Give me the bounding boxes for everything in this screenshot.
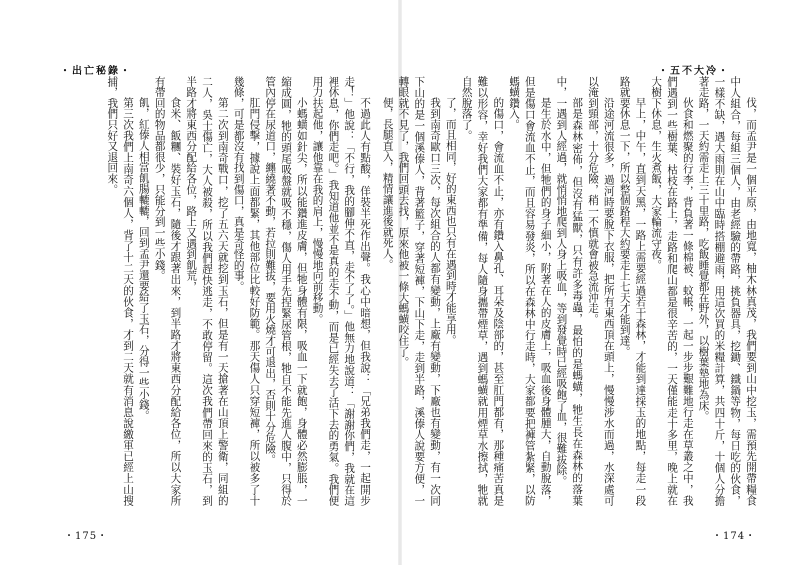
right-page-number: ・174・ xyxy=(712,531,757,542)
left-running-head: ・出亡秘錄・ xyxy=(60,66,132,77)
left-paragraph: 不過此人有點酸，佯裝半死作出聲。我心中暗想，但我說：「兄弟我們走，一起開步走！」他說：「不行，我的腳伸不直，走不了了。」他無力地說道：「謝謝你們，我就在這裡休息，你們走吧。」我知道他並不是真的走不動，而是已經失去了活下去的勇氣。我們便用力扶起他，讓他靠在我的肩上，慢慢地向前移動。 xyxy=(311,76,371,506)
left-paragraph: 肛門侵擊，據說上面都緊，其他部位比較好防範。那天傷人只穿短褲，所以被多了十幾條，可是都沒有找到傷口，真是奇怪的事。 xyxy=(232,76,261,506)
right-paragraph: 便，長腿直入，精情讓進後就死人。 xyxy=(381,97,394,270)
right-text-block xyxy=(381,76,758,506)
left-paragraph: 飢，紅傣人相當飢腸轆轆，回到孟尹還要給了玉石，分得一些小錢。 xyxy=(137,97,150,422)
right-page xyxy=(381,0,800,565)
right-paragraph: 了，而且相同，好的東西也只有在遇到時才能享用。 xyxy=(444,97,457,346)
right-paragraph: 的傷口，會流血不止，亦有鑽入鼻孔、耳朵及陰部的，甚至肛門都有，那種痛苦真是難以形容，幸好我們大家都有準備，每人隨身攜帶煙草，遇到螞蟥就用煙草水擦拭，牠就自然脫落了。 xyxy=(460,76,505,506)
right-paragraph: 伙食和燃聚的行李，背負著一條棉被、蚊帳，一起一步步艱難地行走在草叢之中，我們遇到一些樹葉、枯枝在路上，走路和爬山都是很辛苦的，一天僅能走十多里，晚上就在大樹下休息，生火煮飯，大家輪流守夜。 xyxy=(650,76,694,506)
right-running-head: ・五不大冷・ xyxy=(658,66,730,77)
right-paragraph: 伐，而孟尹是一個平原，由地寬，柚木林真茂，我們要到山中挖玉，需預先開帶糧食中人組合，每組三個人，由老經驗的帶路，挑負器具，挖鋤、鐵鍋等物，每日吃的伙食，一樣不缺，遇大雨則在山中臨時搭棚避雨，用這次買的米糧計算，共四十斤，十個人分擔著走路，一天約需走上三十里路，吃飯睡覺都在野外，以樹葉墊地為床。 xyxy=(697,76,757,506)
left-vertical-text xyxy=(42,76,372,506)
left-paragraph: 食米、飯糰、裝好玉石，隨後才跟著出來，到半路才將東西分配給各位，所以大家所有帶回的物品都很少，只能分到一些小錢。 xyxy=(153,76,182,506)
left-paragraph: 小螞蟥如針尖，所以能鑽進皮膚，但牠身體有限，吸血一下就飽，身體必然膨脹，一縮成圓，牠的頭尾吸盤就吸不穩，傷人用手先捏緊尿管根，牠自不能先進人腹中，只得於管內停在尿道口，纏繞著不動，若拉則難拔，要用火燒才可退出，否則十分危險。 xyxy=(264,76,308,506)
left-page-number: ・175・ xyxy=(64,531,109,542)
left-paragraph: 第二次到南奇戰口，挖了五六天就挖到玉石，但是有一天搶著在山頂上警衛，同組的二人，吳士傷亡，大人被殺，所以我們趕快逃走，不敢停留。這次我們帶回來的玉石，到半路才將東西分配給各位，路上又遇到飢荒， xyxy=(185,76,229,506)
left-paragraph: 第三次我們上南奇六個人，背了十二天的伙食，才到二天就有消息說繳軍已經上山搜捕，我們只好又退回來。 xyxy=(106,76,135,506)
right-paragraph: 早上，中午，直到天黑，一路上需要經過若干森林，才能到達採玉的地點，每走一段路就要休息一下，所以整個路程大約要走上七天才能到達。 xyxy=(618,76,647,506)
right-paragraph: 沿途河流很多，過河時要脫下衣服，把所有東西頂在頭上，慢慢涉水而過，水深處可以淹到頸部，十分危險，稍一不慎就會被急流沖走。 xyxy=(587,76,615,506)
right-paragraph: 是生於水中，但牠們的身子細小，附著在人的皮膚上，吸血後身體腫大，自動脫落，但是傷口會流血不止，而且容易發炎，所以在森林中行走時，大家都要把褲管紮緊，以防螞蟥鑽入。 xyxy=(508,76,552,506)
left-text-block xyxy=(42,76,372,506)
right-vertical-text xyxy=(381,76,758,506)
right-paragraph: 部是森林密佈，但沒有猛獸，只有許多毒蟲，最怕的是螞蟥，牠生長在森林的落葉中，一遇到人經過，就悄悄地爬到人身上吸血，等到發覺時已經吸飽了血，很難拔除。 xyxy=(555,76,584,506)
right-paragraph: 我到南奇歐口三次，每次組合的人都有變動，上廠有變動，下廠也有變動，有一次同下山的是一個溪傣人，背著籃子，穿著短褲，下山下走，走到半路，溪傣人說要方便，一轉眼就不見了，我們回頭去找，原來他被一條大螞蟥咬住了。 xyxy=(397,76,442,506)
